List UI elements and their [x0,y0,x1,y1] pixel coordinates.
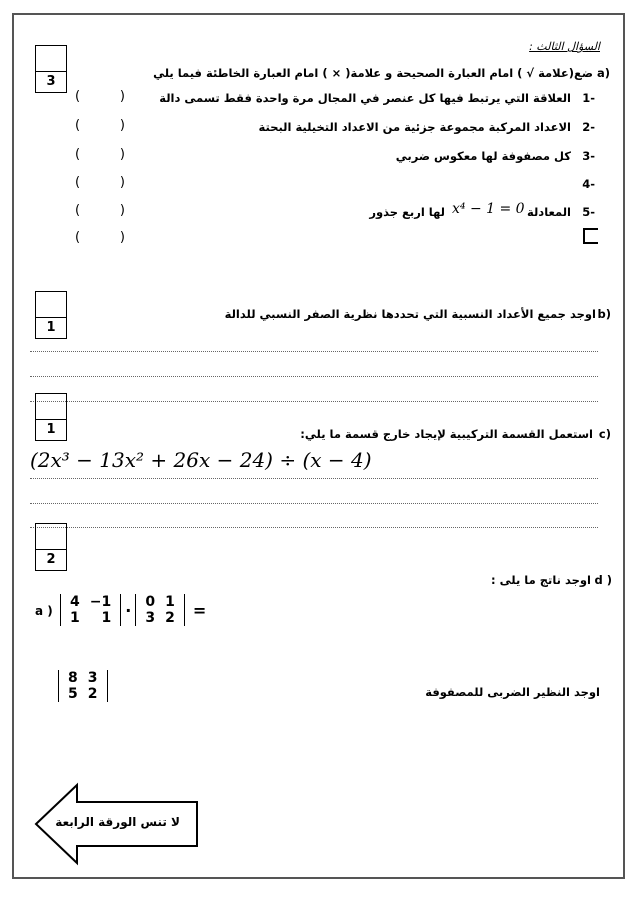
part-d-label: d ) [594,573,612,587]
item-3-number: 3- [582,149,595,163]
answer-line-b1[interactable] [30,351,598,352]
item-3-text: كل مصفوفة لها معكوس ضربي [395,149,571,163]
m3-cell: 2 [87,686,98,702]
sub-a-label: a ) [35,604,53,618]
m1-cell: 4 [70,594,80,610]
dot-operator: · [125,600,132,620]
score-box-a [35,45,67,93]
part-c-text: استعمل القسمة التركيبية لإيجاد خارج قسمة ما يلي: [300,427,593,441]
part-d-text: اوجد ناتج ما يلى : [491,573,591,587]
m2-cell: 0 [145,594,156,610]
m2-cell: 2 [165,610,175,626]
answer-blank-4[interactable]: ( ) [75,175,125,190]
score-box-d [35,523,67,571]
answer-blank-5[interactable]: ( ) [75,203,125,218]
part-c-expression: (2x³ − 13x² + 26x − 24) ÷ (x − 4) [30,448,372,472]
matrix-3 [58,670,108,702]
score-box-c [35,393,67,441]
m1-cell: 1 [101,610,112,626]
item-5-number: 5- [582,205,595,219]
answer-blank-1[interactable]: ( ) [75,89,125,104]
item-4-number: 4- [582,177,595,191]
answer-line-c2[interactable] [30,503,598,504]
answer-blank-2[interactable]: ( ) [75,118,125,133]
answer-line-c3[interactable] [30,527,598,528]
answer-line-c1[interactable] [30,478,598,479]
score-c: 1 [46,422,56,437]
score-a: 3 [46,74,56,89]
answer-blank-3[interactable]: ( ) [75,147,125,162]
score-box-b [35,291,67,339]
score-d: 2 [46,552,56,567]
part-b-label: b) [597,307,611,321]
item-5-text-before: المعادلة [527,205,571,219]
item-1-text: العلاقة التي يرتبط فيها كل عنصر في المجال مرة واحدة فقط تسمى دالة [159,91,571,105]
part-a-label: a) [596,66,610,80]
score-b: 1 [46,320,56,335]
answer-line-b3[interactable] [30,401,598,402]
item-6-number [583,228,598,244]
part-c-label: c) [598,427,611,441]
item-5-equation: x⁴ − 1 = 0 [452,201,525,217]
item-2-number: 2- [582,120,595,134]
item-2-text: الاعداد المركبة مجموعة جزئية من الاعداد التخيلية البحتة [258,120,571,134]
inverse-instruction: اوجد النظير الضربى للمصفوفة [425,685,600,699]
m3-cell: 8 [68,670,78,686]
matrix-2 [135,594,185,626]
m2-cell: 1 [165,594,175,610]
item-1-number: 1- [582,91,595,105]
item-5-text-after: لها اربع جذور [369,205,445,219]
m3-cell: 3 [87,670,98,686]
answer-line-b2[interactable] [30,376,598,377]
part-b-text: اوجد جميع الأعداد النسبية التي تحددها نظرية الصفر النسبي للدالة [224,307,596,321]
matrix-product [60,594,206,626]
equals-sign: = [192,600,207,620]
m3-cell: 5 [68,686,78,702]
m1-cell: 1 [70,610,80,626]
page-frame [12,13,625,879]
m1-cell: −1 [89,594,112,610]
matrix-1 [60,594,121,626]
m2-cell: 3 [145,610,156,626]
answer-blank-6[interactable]: ( ) [75,230,125,245]
arrow-label: لا تنس الورقة الرابعة [55,815,180,829]
section-title: السؤال الثالث : [529,40,600,53]
part-a-instruction: ضع(علامة √ ) امام العبارة الصحيحة و علامة( × ) امام العبارة الخاطئة فيما يلي [153,66,593,80]
